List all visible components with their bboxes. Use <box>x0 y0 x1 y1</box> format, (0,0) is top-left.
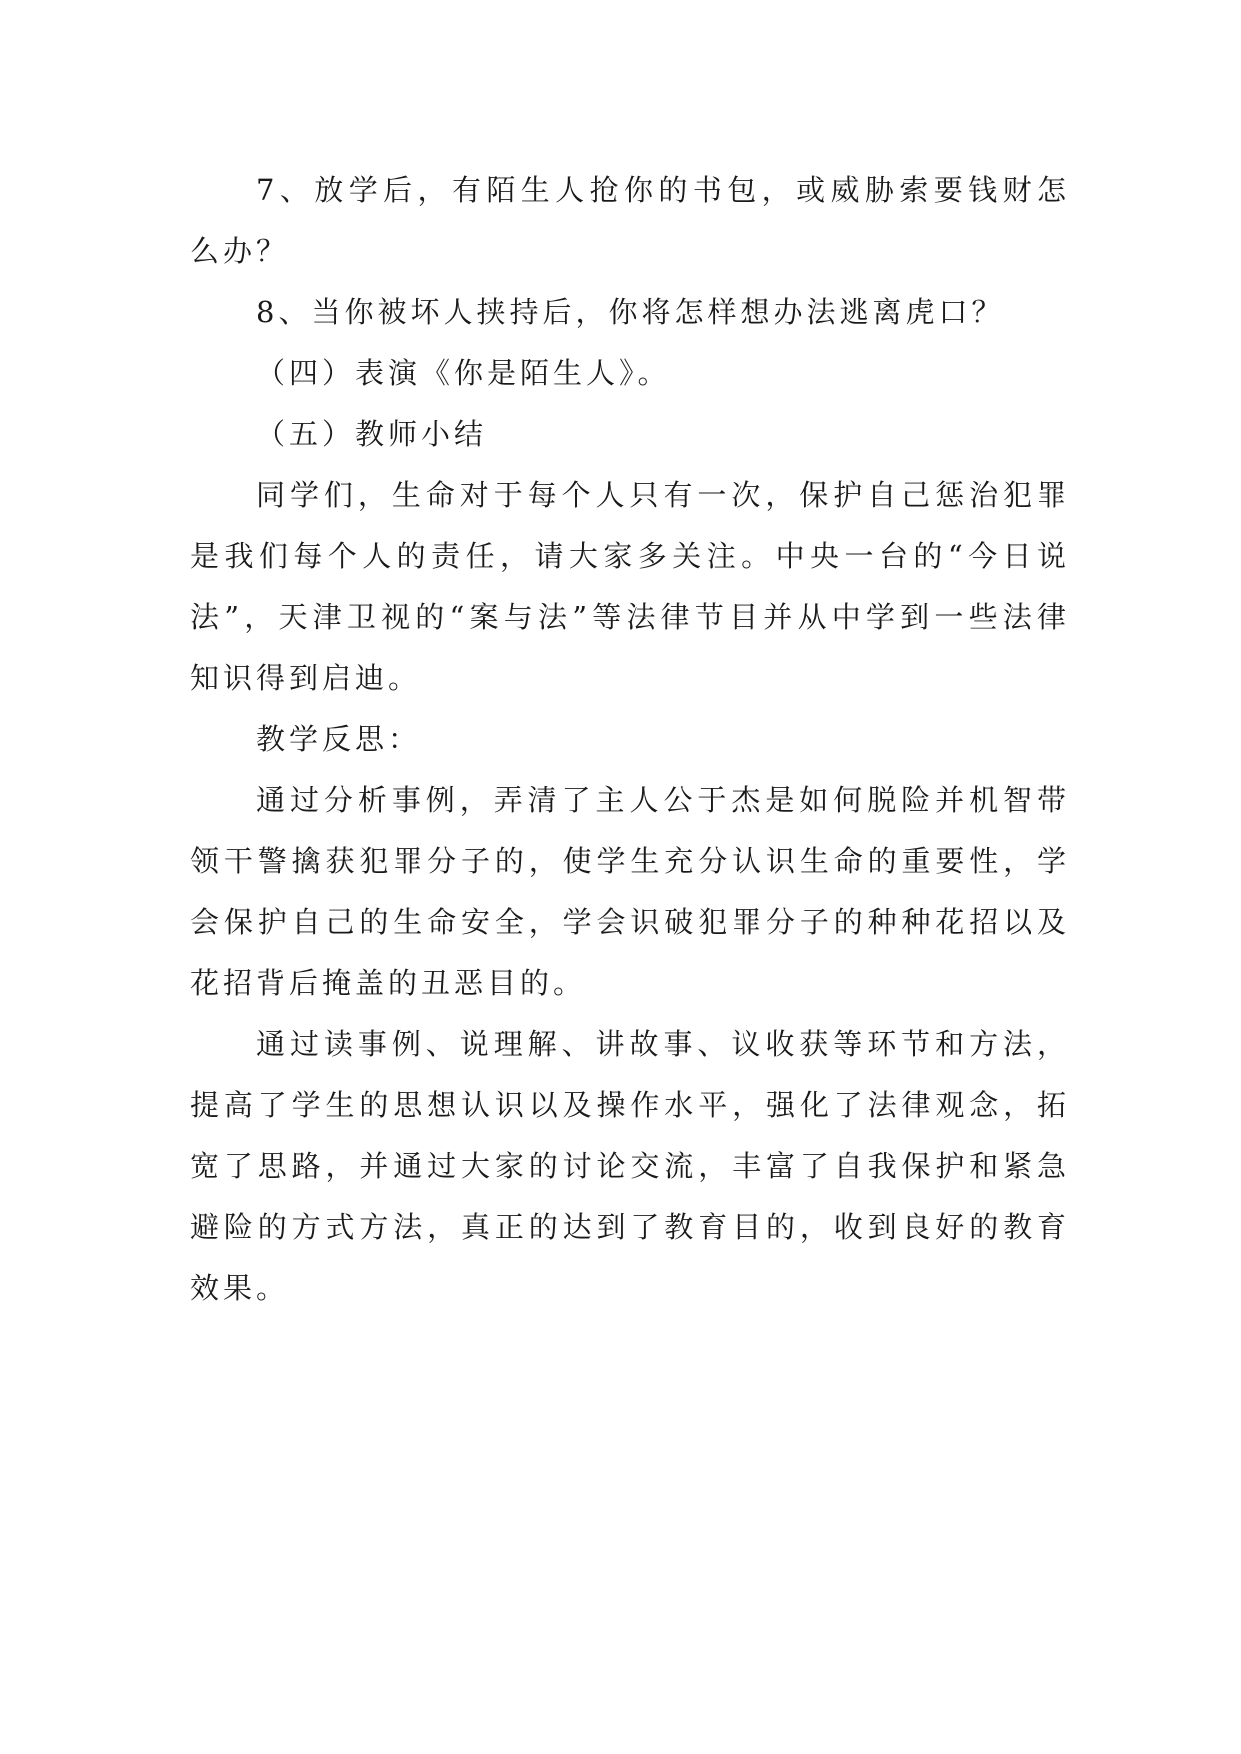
paragraph-summary: 同学们，生命对于每个人只有一次，保护自己惩治犯罪是我们每个人的责任，请大家多关注。中央一台的“今日说法”，天津卫视的“案与法”等法律节目并从中学到一些法律知识得到启迪。 <box>190 478 1070 695</box>
document-body <box>190 160 1070 1319</box>
section-heading-summary: （五）教师小结 <box>256 417 488 451</box>
paragraph-question-8: 8、当你被坏人挟持后，你将怎样想办法逃离虎口？ <box>256 295 1005 329</box>
paragraph-reflection-2: 通过读事例、说理解、讲故事、议收获等环节和方法，提高了学生的思想认识以及操作水平，强化了法律观念，拓宽了思路，并通过大家的讨论交流，丰富了自我保护和紧急避险的方式方法，真正的达到了教育目的，收到良好的教育效果。 <box>190 1027 1070 1305</box>
section-heading-performance: （四）表演《你是陌生人》。 <box>256 356 671 390</box>
paragraph-question-7: 7、放学后，有陌生人抢你的书包，或威胁索要钱财怎么办？ <box>190 173 1070 268</box>
section-heading-reflection: 教学反思： <box>256 722 422 756</box>
paragraph-reflection-1: 通过分析事例，弄清了主人公于杰是如何脱险并机智带领干警擒获犯罪分子的，使学生充分认识生命的重要性，学会保护自己的生命安全，学会识破犯罪分子的种种花招以及花招背后掩盖的丑恶目的。 <box>190 783 1070 1000</box>
